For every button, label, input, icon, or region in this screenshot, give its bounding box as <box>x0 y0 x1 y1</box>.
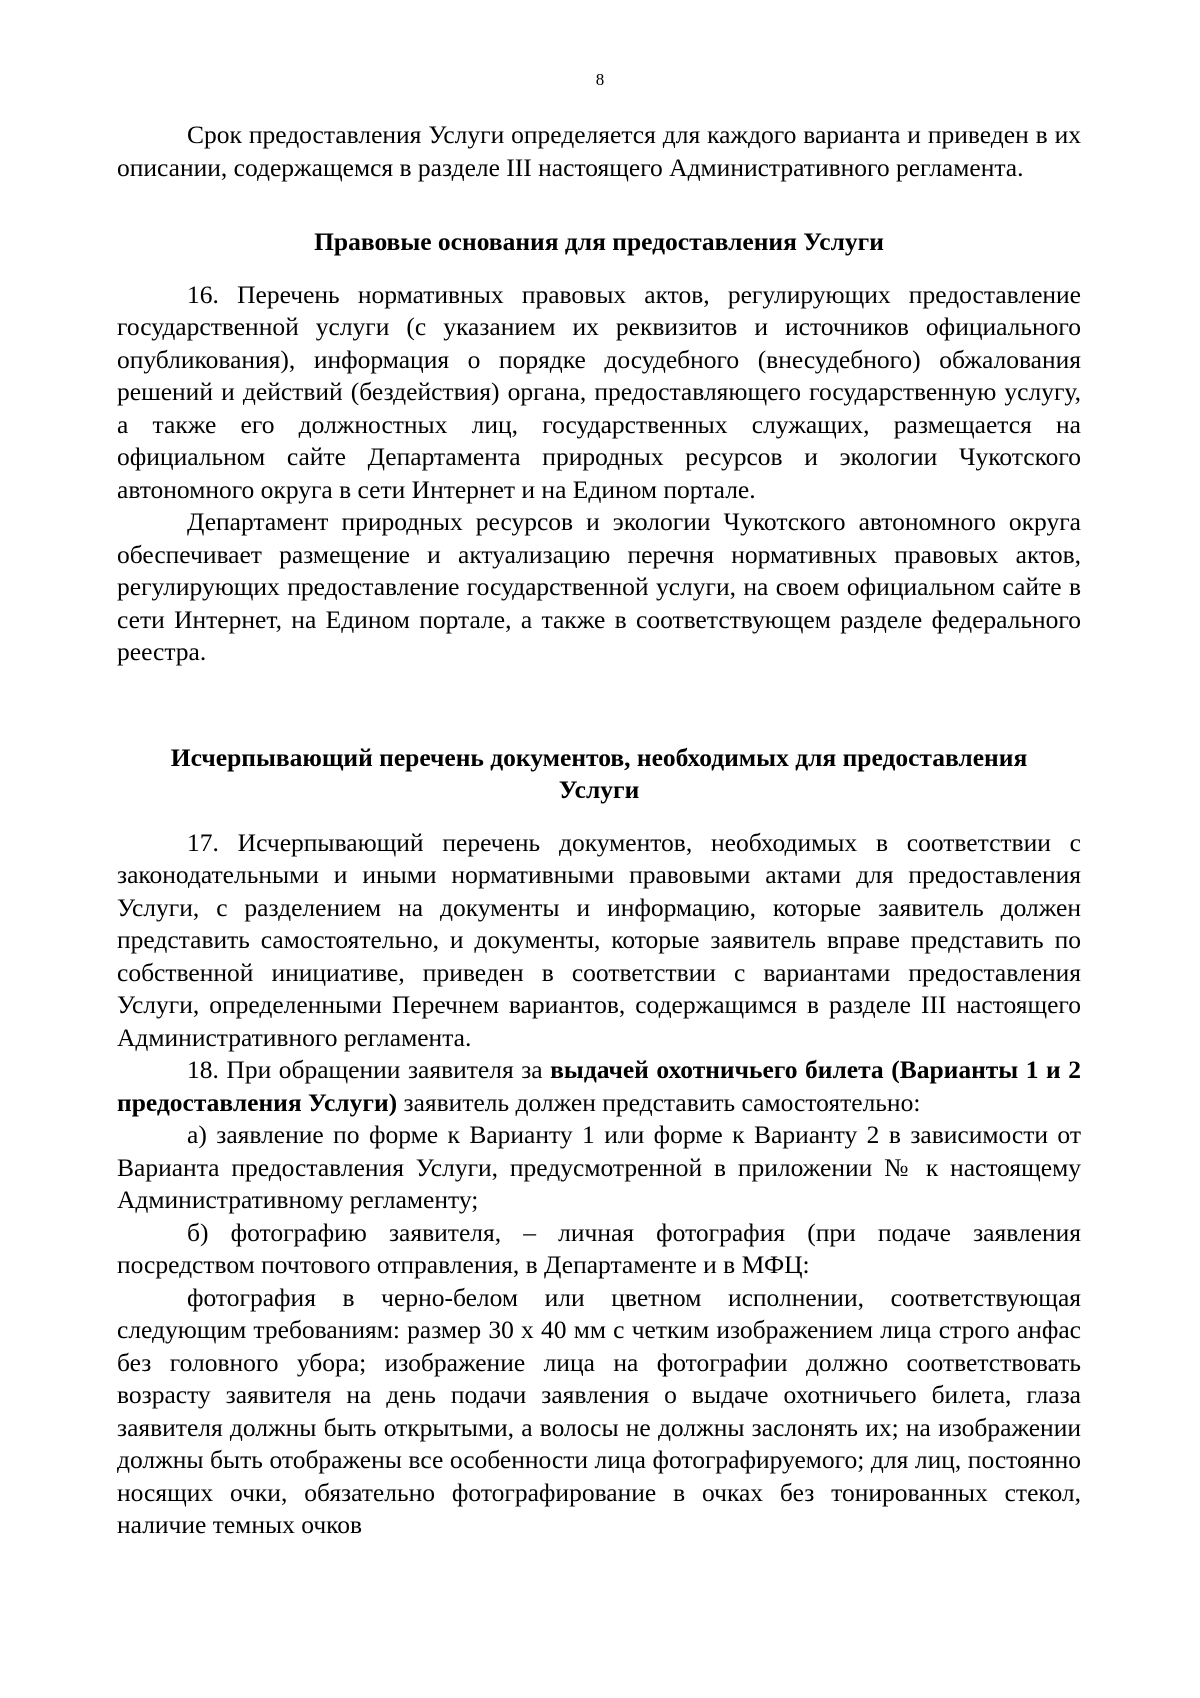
heading-documents-line2: Услуги <box>558 775 640 804</box>
paragraph-16: 16. Перечень нормативных правовых актов, регулирующих предоставление государственной услуги (с указанием их реквизитов и источников официального опубликования), информация о порядке досудебного (внесудебного) обжалования решений и действий (бездействия) органа, предоставляющего государственную услугу, а также его должностных лиц, государственных служащих, размещается на официальном сайте Департамента природных ресурсов и экологии Чукотского автономного округа в сети Интернет и на Едином портале. <box>117 279 1081 504</box>
paragraph-18-start: 18. При обращении заявителя за <box>187 1055 551 1084</box>
item-b: б) фотографию заявителя, – личная фотография (при подаче заявления посредством почтового отправления, в Департаменте и в МФЦ: <box>117 1217 1081 1279</box>
heading-documents-line1: Исчерпывающий перечень документов, необходимых для предоставления <box>170 742 1028 772</box>
paragraph-18-bold: выдачей охотничьего билета (Варианты 1 и 2 предоставления Услуги) <box>117 1055 1081 1117</box>
paragraph-service-term: Срок предоставления Услуги определяется для каждого варианта и приведен в их описании, содержащемся в разделе III настоящего Административного регламента. <box>117 120 1081 182</box>
paragraph-department-duty: Департамент природных ресурсов и экологии Чукотского автономного округа обеспечивает размещение и актуализацию перечня нормативных правовых актов, регулирующих предоставление государственной услуги, на своем официальном сайте в сети Интернет, на Едином портале, а также в соответствующем разделе федерального реестра. <box>117 507 1081 666</box>
photo-requirements: фотография в черно-белом или цветном исполнении, соответствующая следующим требованиям: размер 30 х 40 мм с четким изображением лица строго анфас без головного убора; изображение лица на фотографии должно соответствовать возрасту заявителя на день подачи заявления о выдаче охотничьего билета, глаза заявителя должны быть открытыми, а волосы не должны заслонять их; на изображении должны быть отображены все особенности лица фотографируемого; для лиц, постоянно носящих очки, обязательно фотографирование в очках без тонированных стекол, наличие темных очков <box>117 1282 1081 1539</box>
paragraph-17: 17. Исчерпывающий перечень документов, необходимых в соответствии с законодательными и иными нормативными правовыми актами для предоставления Услуги, с разделением на документы и информацию, которые заявитель должен представить самостоятельно, и документы, которые заявитель вправе представить по собственной инициативе, приведен в соответствии с вариантами предоставления Услуги, определенными Перечнем вариантов, содержащимся в разделе III настоящего Административного регламента. <box>117 827 1081 1052</box>
heading-documents-list <box>117 742 1081 807</box>
paragraph-18 <box>117 1054 1081 1119</box>
heading-legal-basis: Правовые основания для предоставления Услуги <box>314 227 884 256</box>
page-number: 8 <box>595 70 605 89</box>
paragraph-18-end: заявитель должен представить самостоятельно: <box>397 1087 921 1117</box>
item-a: а) заявление по форме к Варианту 1 или форме к Варианту 2 в зависимости от Варианта предоставления Услуги, предусмотренной в приложении № к настоящему Административному регламенту; <box>117 1120 1081 1214</box>
page-content <box>117 119 1081 1542</box>
